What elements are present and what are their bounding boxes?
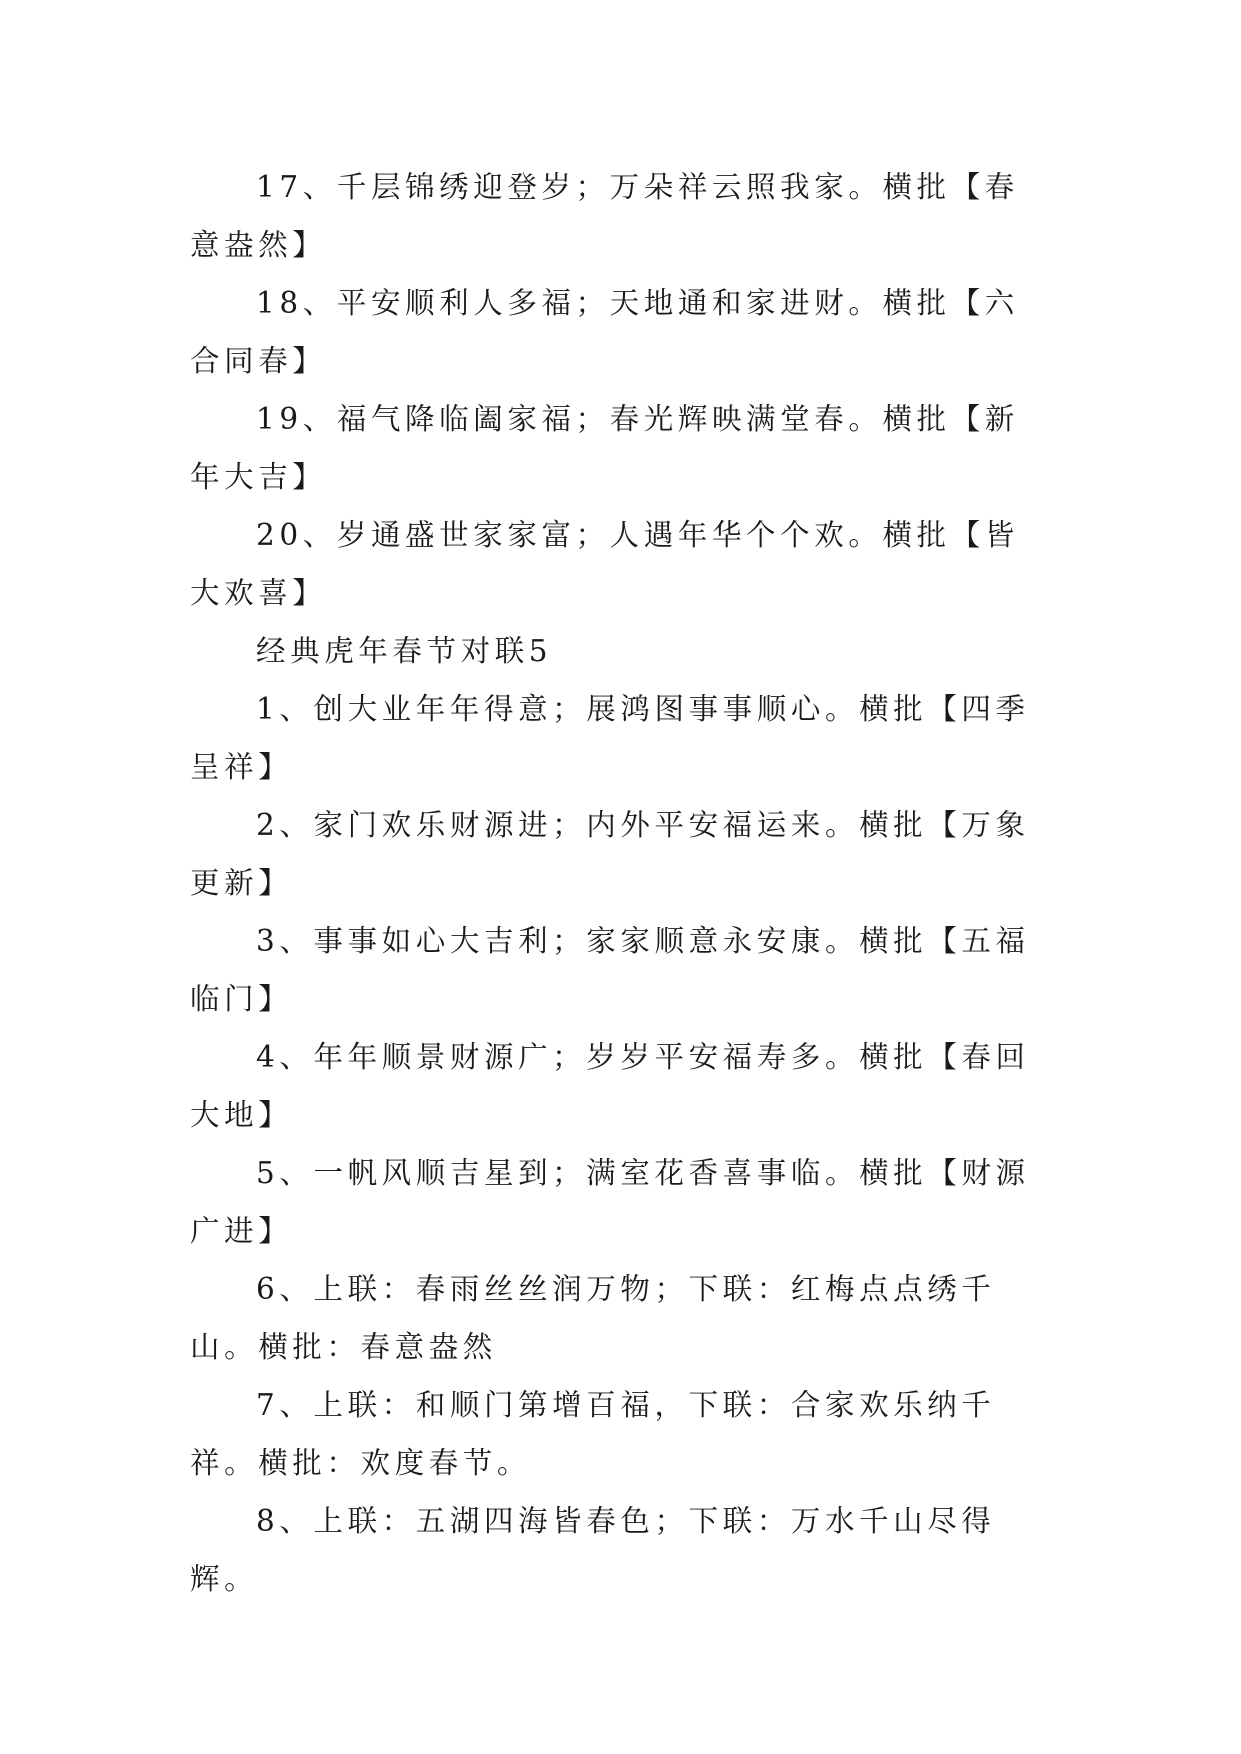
paragraph-couplet-2: 2、家门欢乐财源进；内外平安福运来。横批【万象更新】 — [190, 808, 1030, 900]
paragraph-couplet-19: 19、福气降临阖家福；春光辉映满堂春。横批【新年大吉】 — [190, 402, 1019, 494]
paragraph-couplet-5: 5、一帆风顺吉星到；满室花香喜事临。横批【财源广进】 — [190, 1156, 1030, 1248]
paragraph-couplet-8: 8、上联：五湖四海皆春色；下联：万水千山尽得辉。 — [190, 1504, 996, 1596]
paragraph-couplet-7: 7、上联：和顺门第增百福，下联：合家欢乐纳千祥。横批：欢度春节。 — [190, 1388, 996, 1480]
paragraph-couplet-17: 17、千层锦绣迎登岁；万朵祥云照我家。横批【春意盎然】 — [190, 170, 1019, 262]
section-heading: 经典虎年春节对联5 — [256, 634, 553, 668]
paragraph-couplet-3: 3、事事如心大吉利；家家顺意永安康。横批【五福临门】 — [190, 924, 1030, 1016]
paragraph-couplet-4: 4、年年顺景财源广；岁岁平安福寿多。横批【春回大地】 — [190, 1040, 1030, 1132]
paragraph-couplet-20: 20、岁通盛世家家富；人遇年华个个欢。横批【皆大欢喜】 — [190, 518, 1019, 610]
paragraph-couplet-1: 1、创大业年年得意；展鸿图事事顺心。横批【四季呈祥】 — [190, 692, 1030, 784]
paragraph-couplet-6: 6、上联：春雨丝丝润万物；下联：红梅点点绣千山。横批：春意盎然 — [190, 1272, 996, 1364]
document-body — [190, 158, 1050, 1608]
paragraph-couplet-18: 18、平安顺利人多福；天地通和家进财。横批【六合同春】 — [190, 286, 1019, 378]
